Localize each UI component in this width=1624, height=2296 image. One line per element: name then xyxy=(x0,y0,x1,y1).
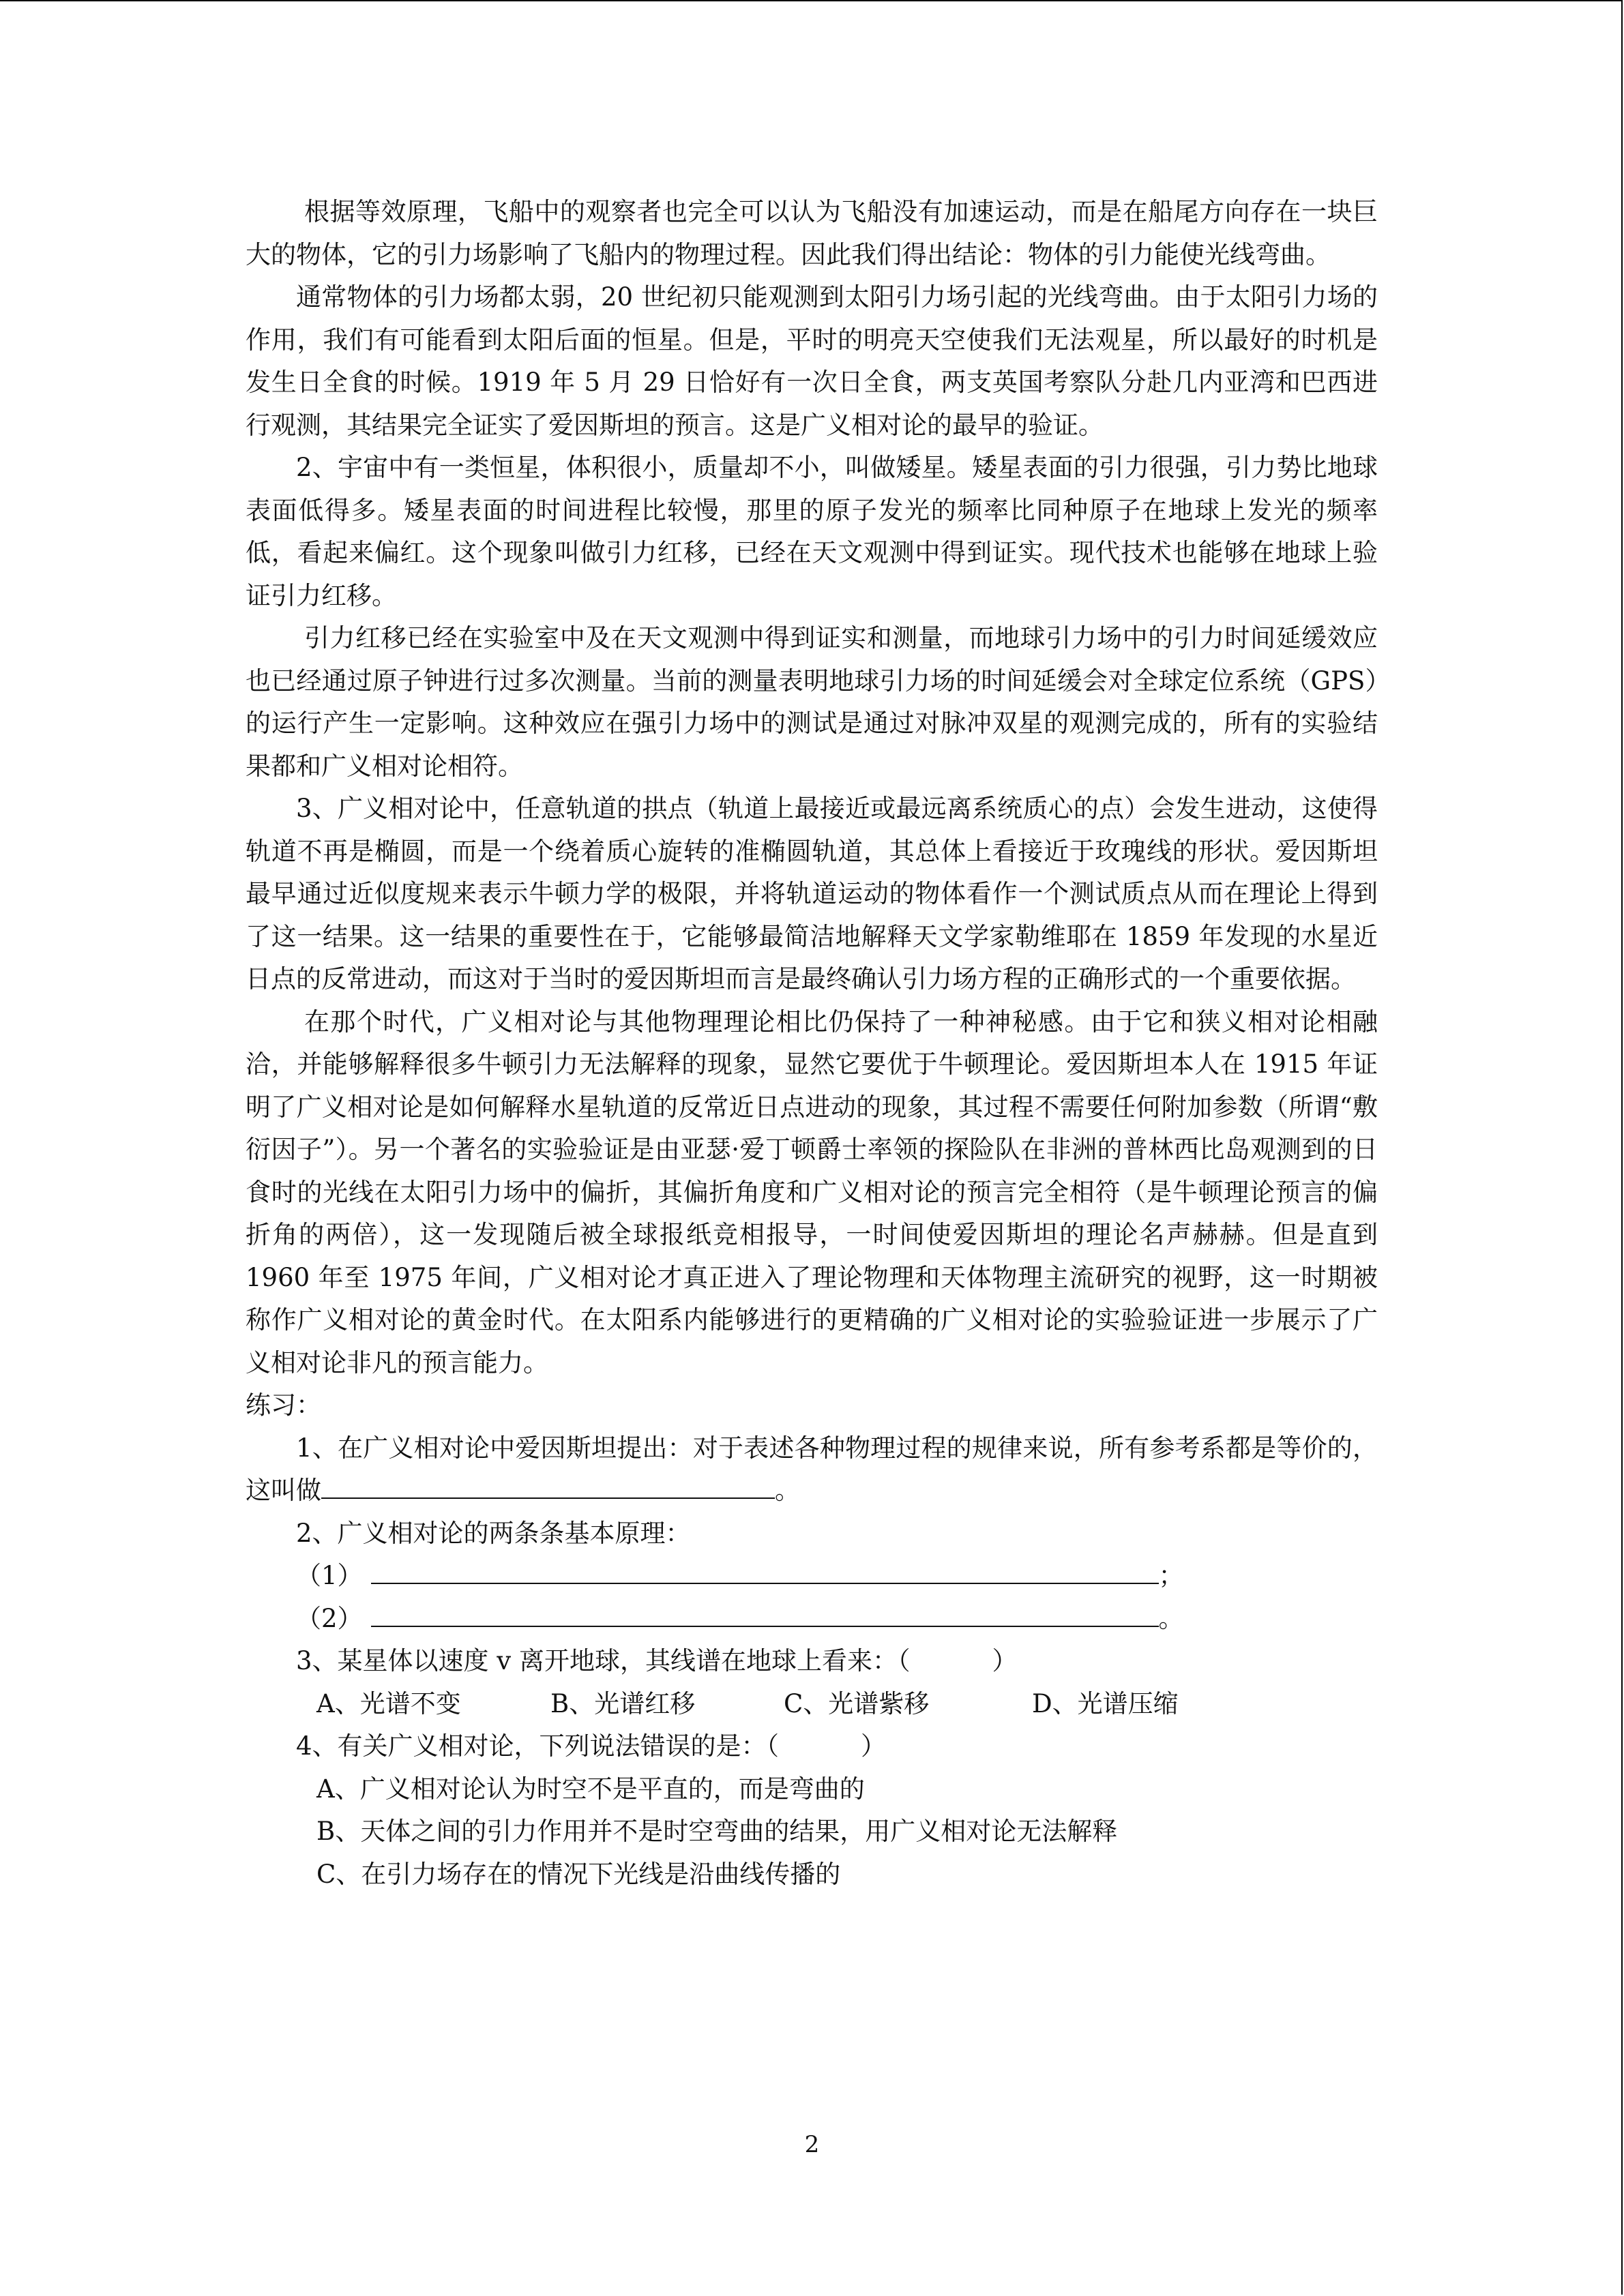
exercise-q4-option-a[interactable]: A、广义相对论认为时空不是平直的，而是弯曲的 xyxy=(316,1774,865,1804)
exercise-q3-option-b[interactable]: B、光谱红移 xyxy=(550,1688,696,1718)
paragraph-light-bending: 通常物体的引力场都太弱，20 世纪初只能观测到太阳引力场引起的光线弯曲。由于太阳引力场的作用，我们有可能看到太阳后面的恒星。但是，平时的明亮天空使我们无法观星，所以最好的时机是发生日全食的时候。1919 年 5 月 29 日恰好有一次日全食，两支英国考察队分赴几内亚湾和巴西进行观测，其结果完全证实了爱因斯坦的预言。这是广义相对论的最早的验证。 xyxy=(246,282,1378,440)
exercise-q2-item-2 xyxy=(246,1598,1378,1641)
exercise-q1-text: 1、在广义相对论中爱因斯坦提出：对于表述各种物理过程的规律来说，所有参考系都是等价的，这叫做 xyxy=(246,1433,1378,1505)
exercise-q4 xyxy=(246,1725,1378,1768)
exercise-q2-item-1-label: （1） xyxy=(296,1561,363,1590)
exercise-q4-text: 4、有关广义相对论，下列说法错误的是： xyxy=(296,1731,767,1761)
exercise-q2-item-2-end: 。 xyxy=(1158,1603,1184,1633)
exercise-q3-paren-open: （ xyxy=(897,1646,911,1675)
exercise-q4-paren-open: （ xyxy=(766,1731,780,1761)
exercise-q2-item-1-end: ； xyxy=(1158,1561,1184,1590)
exercise-q3-text: 3、某星体以速度 v 离开地球，其线谱在地球上看来： xyxy=(296,1646,898,1675)
exercises-heading: 练习： xyxy=(246,1390,321,1420)
exercise-q3-option-d[interactable]: D、光谱压缩 xyxy=(1032,1688,1179,1718)
paragraph-perihelion-precession: 3、广义相对论中，任意轨道的拱点（轨道上最接近或最远离系统质心的点）会发生进动，这使得轨道不再是椭圆，而是一个绕着质心旋转的准椭圆轨道，其总体上看接近于玫瑰线的形状。爱因斯坦最早通过近似度规来表示牛顿力学的极限，并将轨道运动的物体看作一个测试质点从而在理论上得到了这一结果。这一结果的重要性在于，它能够最简洁地解释天文学家勒维耶在 1859 年发现的水星近日点的反常进动，而这对于当时的爱因斯坦而言是最终确认引力场方程的正确形式的一个重要依据。 xyxy=(246,794,1378,994)
exercise-q3-options xyxy=(246,1683,1378,1726)
document-body xyxy=(246,191,1378,1896)
paragraph-redshift-measurement: 引力红移已经在实验室中及在天文观测中得到证实和测量，而地球引力场中的引力时间延缓效应也已经通过原子钟进行过多次测量。当前的测量表明地球引力场的时间延缓会对全球定位系统（GPS）的运行产生一定影响。这种效应在强引力场中的测试是通过对脉冲双星的观测完成的，所有的实验结果都和广义相对论相符。 xyxy=(246,623,1378,781)
exercise-q2-item-1-blank[interactable] xyxy=(371,1558,1159,1584)
paragraph-history: 在那个时代，广义相对论与其他物理理论相比仍保持了一种神秘感。由于它和狭义相对论相融洽，并能够解释很多牛顿引力无法解释的现象，显然它要优于牛顿理论。爱因斯坦本人在 1915 年证明了广义相对论是如何解释水星轨道的反常近日点进动的现象，其过程不需要任何附加参数（所谓“敷衍因子”）。另一个著名的实验验证是由亚瑟·爱丁顿爵士率领的探险队在非洲的普林西比岛观测到的日食时的光线在太阳引力场中的偏折，其偏折角度和广义相对论的预言完全相符（是牛顿理论预言的偏折角的两倍），这一发现随后被全球报纸竞相报导，一时间使爱因斯坦的理论名声赫赫。但是直到 1960 年至 1975 年间，广义相对论才真正进入了理论物理和天体物理主流研究的视野，这一时期被称作广义相对论的黄金时代。在太阳系内能够进行的更精确的广义相对论的实验验证进一步展示了广义相对论非凡的预言能力。 xyxy=(246,1007,1378,1377)
exercise-q3-option-a[interactable]: A、光谱不变 xyxy=(316,1688,461,1718)
exercise-q2: 2、广义相对论的两条条基本原理： xyxy=(296,1518,691,1548)
page-number: 2 xyxy=(804,2131,820,2158)
exercise-q2-item-1 xyxy=(246,1555,1378,1598)
exercise-q4-option-b[interactable]: B、天体之间的引力作用并不是时空弯曲的结果，用广义相对论无法解释 xyxy=(316,1817,1118,1846)
exercise-q1 xyxy=(246,1427,1378,1512)
exercise-q2-item-2-blank[interactable] xyxy=(371,1601,1159,1627)
exercise-q1-end: 。 xyxy=(775,1476,800,1505)
exercise-q4-paren-close: ） xyxy=(861,1731,887,1761)
exercise-q2-item-2-label: （2） xyxy=(296,1603,363,1633)
paragraph-equivalence-principle: 根据等效原理，飞船中的观察者也完全可以认为飞船没有加速运动，而是在船尾方向存在一块巨大的物体，它的引力场影响了飞船内的物理过程。因此我们得出结论：物体的引力能使光线弯曲。 xyxy=(246,197,1378,269)
exercise-q1-blank[interactable] xyxy=(321,1473,775,1499)
exercise-q3-paren-close: ） xyxy=(992,1646,1018,1675)
paragraph-gravitational-redshift: 2、宇宙中有一类恒星，体积很小，质量却不小，叫做矮星。矮星表面的引力很强，引力势比地球表面低得多。矮星表面的时间进程比较慢，那里的原子发光的频率比同种原子在地球上发光的频率低，看起来偏红。这个现象叫做引力红移，已经在天文观测中得到证实。现代技术也能够在地球上验证引力红移。 xyxy=(246,453,1378,610)
exercise-q4-option-c[interactable]: C、在引力场存在的情况下光线是沿曲线传播的 xyxy=(316,1859,841,1889)
exercise-q3 xyxy=(246,1640,1378,1683)
exercise-q3-option-c[interactable]: C、光谱紫移 xyxy=(784,1688,930,1718)
